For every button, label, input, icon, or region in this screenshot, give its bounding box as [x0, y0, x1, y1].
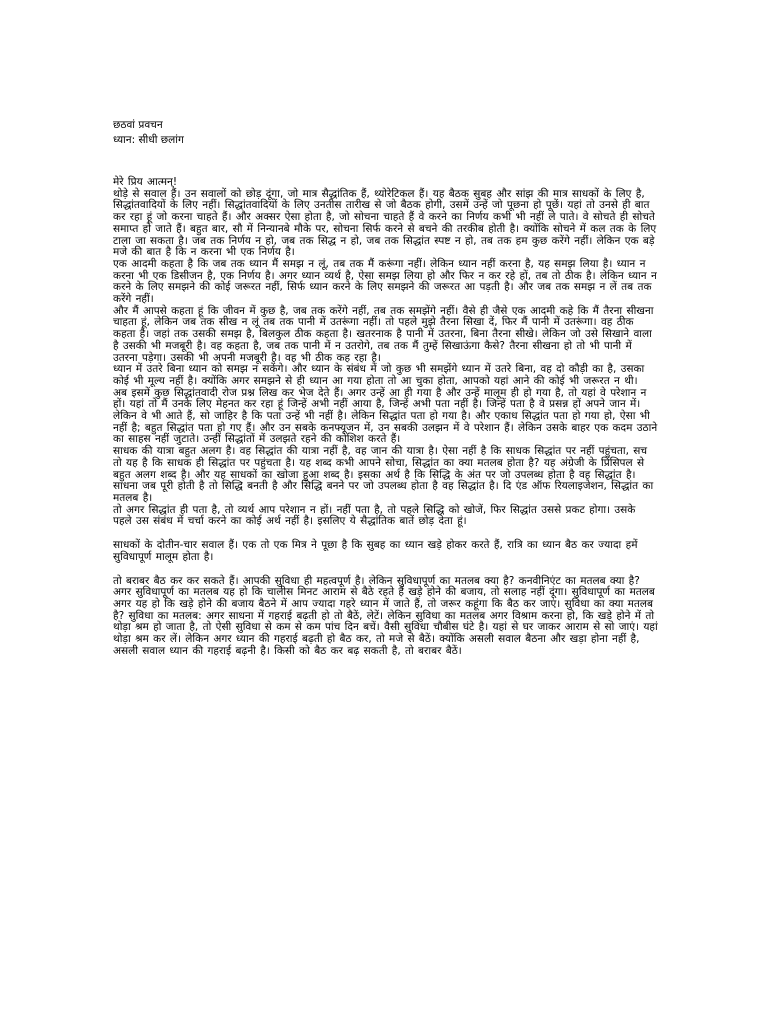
paragraph: थोड़े से सवाल हैं। उन सवालों को छोड़ दूंगा, जो मात्र सैद्धांतिक हैं, थ्योरेटिकल हैं। यह बैठक सुबह और सांझ की मात्र साधकों के लिए है, सिद्धांतवादियों के लिए नहीं। सिद्धांतवादियों के लिए उनतीस तारीख से जो बैठक होगी, उसमें उन्हें जो पूछना हो पूछें। यहां तो उनसे ही बात कर रहा हूं जो करना चाहते हैं। और अक्सर ऐसा होता है, जो सोचना चाहते हैं वे करने का निर्णय कभी भी नहीं ले पाते। वे सोचते ही सोचते समाप्त हो जाते हैं। बहुत बार, सौ में निन्यानबे मौके पर, सोचना सिर्फ करने से बचने की तरकीब होती है। क्योंकि सोचने में कल तक के लिए टाला जा सकता है। जब तक निर्णय न हो, जब तक सिद्ध न हो, जब तक सिद्धांत स्पष्ट न हो, तब तक हम कुछ करेंगे नहीं। लेकिन एक बड़े मजे की बात है कि न करना भी एक निर्णय है। — [113, 187, 657, 259]
answer-paragraph: अगर सुविधापूर्ण का मतलब यह हो कि चालीस मिनट आराम से बैठे रहते हैं खड़े होने की बजाय, तो सलाह नहीं दूंगा। सुविधापूर्ण का मतलब अगर यह हो कि खड़े होने की बजाय बैठने में आप ज्यादा गहरे ध्यान में जाते हैं, तो जरूर कहूंगा कि बैठ कर जाएं। सुविधा का क्या मतलब है? सुविधा का मतलब: अगर साधना में गहराई बढ़ती हो तो बैठें, लेटें। लेकिन सुविधा का मतलब अगर विश्राम करना हो, कि खड़े होने में तो थोड़ा श्रम हो जाता है, तो ऐसी सुविधा से कम से कम पांच दिन बचें। वैसी सुविधा चौबीस घंटे है। यहां से घर जाकर आराम से सो जाएं। यहां थोड़ा श्रम कर लें। लेकिन अगर ध्यान की गहराई बढ़ती हो बैठ कर, तो मजे से बैठें। क्योंकि असली सवाल बैठना और खड़ा होना नहीं है, असली सवाल ध्यान की गहराई बढ़नी है। किसी को बैठ कर बढ़ सकती है, तो बराबर बैठें। — [113, 586, 658, 657]
paragraph: ध्यान में उतरे बिना ध्यान को समझ न सकेंगे। और ध्यान के संबंध में जो कुछ भी समझेंगे ध्यान में उतरे बिना, वह दो कौड़ी का है, उसका कोई भी मूल्य नहीं है। क्योंकि अगर समझने से ही ध्यान आ गया होता तो आ चुका होता, आपको यहां आने की कोई भी जरूरत न थी। — [113, 363, 645, 387]
paragraph-gap — [113, 564, 658, 576]
paragraph: साधक की यात्रा बहुत अलग है। वह सिद्धांत की यात्रा नहीं है, वह जान की यात्रा है। ऐसा नहीं है कि साधक सिद्धांत पर नहीं पहुंचता, सच तो यह है कि साधक ही सिद्धांत पर पहुंचता है। यह शब्द कभी आपने सोचा, सिद्धांत का क्या मतलब होता है? यह अंग्रेजी के प्रिंसिपल से बहुत अलग शब्द है। और यह साधकों का खोजा हुआ शब्द है। इसका अर्थ है कि सिद्धि के अंत पर जो उपलब्ध होता है वह सिद्धांत है। साधना जब पूरी होती है तो सिद्धि बनती है और सिद्धि बनने पर जो उपलब्ध होता है वह सिद्धांत है। दि एंड ऑफ रियलाइजेशन, सिद्धांत का मतलब है। — [113, 445, 654, 504]
paragraph: एक आदमी कहता है कि जब तक ध्यान मैं समझ न लूं, तब तक मैं करूंगा नहीं। लेकिन ध्यान नहीं करना है, यह समझ लिया है। ध्यान न करना भी एक डिसीजन है, एक निर्णय है। अगर ध्यान व्यर्थ है, ऐसा समझ लिया हो और फिर न कर रहे हों, तब तो ठीक है। लेकिन ध्यान न करने के लिए समझने की कोई जरूरत नहीं, सिर्फ ध्यान करने के लिए समझने की जरूरत आ पड़ती है। और जब तक समझ न लें तब तक करेंगे नहीं। — [113, 257, 657, 306]
paragraph: तो अगर सिद्धांत ही पता है, तो व्यर्थ आप परेशान न हों। नहीं पता है, तो पहले सिद्धि को खोजें, फिर सिद्धांत उससे प्रकट होगा। उसके पहले उस संबंध में चर्चा करने का कोई अर्थ नहीं है। इसलिए ये सैद्धांतिक बातें छोड़ देता हूं। — [113, 503, 636, 528]
document-header — [113, 118, 184, 148]
question-paragraph: साधकों के दोतीन-चार सवाल हैं। एक तो एक मित्र ने पूछा है कि सुबह का ध्यान खड़े होकर करते हैं, रात्रि का ध्यान बैठ कर ज्यादा हमें सुविधापूर्ण मालूम होता है। — [113, 539, 638, 563]
answer-paragraph: तो बराबर बैठ कर कर सकते हैं। आपकी सुविधा ही महत्वपूर्ण है। लेकिन सुविधापूर्ण का मतलब क्या है? कनवीनिएंट का मतलब क्या है? — [113, 574, 640, 587]
paragraph: और मैं आपसे कहता हूं कि जीवन में कुछ है, जब तक करेंगे नहीं, तब तक समझेंगे नहीं। वैसे ही जैसे एक आदमी कहे कि मैं तैरना सीखना चाहता हूं, लेकिन जब तक सीख न लूं तब तक पानी में उतरूंगा नहीं। तो पहले मुझे तैरना सिखा दें, फिर मैं पानी में उतरूंगा। वह ठीक कहता है। जहां तक उसकी समझ है, बिलकुल ठीक कहता है। खतरनाक है पानी में उतरना, बिना तैरना सीखे। लेकिन जो उसे सिखाने वाला है उसकी भी मजबूरी है। वह कहता है, जब तक पानी में न उतरोगे, तब तक मैं तुम्हें सिखाऊंगा कैसे? तैरना सीखना हो तो भी पानी में उतरना पड़ेगा। उसकी भी अपनी मजबूरी है। वह भी ठीक कह रहा है। — [113, 304, 654, 364]
chapter-title: ध्यान: सीधी छलांग — [113, 134, 184, 146]
body-text — [113, 177, 658, 657]
greeting: मेरे प्रिय आत्मन्! — [113, 176, 178, 188]
paragraph: अब इसमें कुछ सिद्धांतवादी रोज प्रश्न लिख कर भेज देते हैं। अगर उन्हें आ ही गया है और उन्हें मालूम ही हो गया है, तो यहां वे परेशान न हों। यहां तो मैं उनके लिए मेहनत कर रहा हूं जिन्हें अभी नहीं आया है, जिन्हें अभी पता नहीं है। जिन्हें पता है वे प्रसन्न हों अपने जान में। लेकिन वे भी आते हैं, सो जाहिर है कि पता उन्हें भी नहीं है। लेकिन सिद्धांत पता हो गया है। और एकाध सिद्धांत पता हो गया हो, ऐसा भी नहीं है; बहुत सिद्धांत पता हो गए हैं। और उन सबके कनफ्यूजन में, उन सबकी उलझन में वे परेशान हैं। लेकिन उसके बाहर एक कदम उठाने का साहस नहीं जुटाते। उन्हीं सिद्धांतों में उलझते रहने की कोशिश करते हैं। — [113, 386, 658, 446]
chapter-heading: छठवां प्रवचन — [113, 119, 163, 131]
